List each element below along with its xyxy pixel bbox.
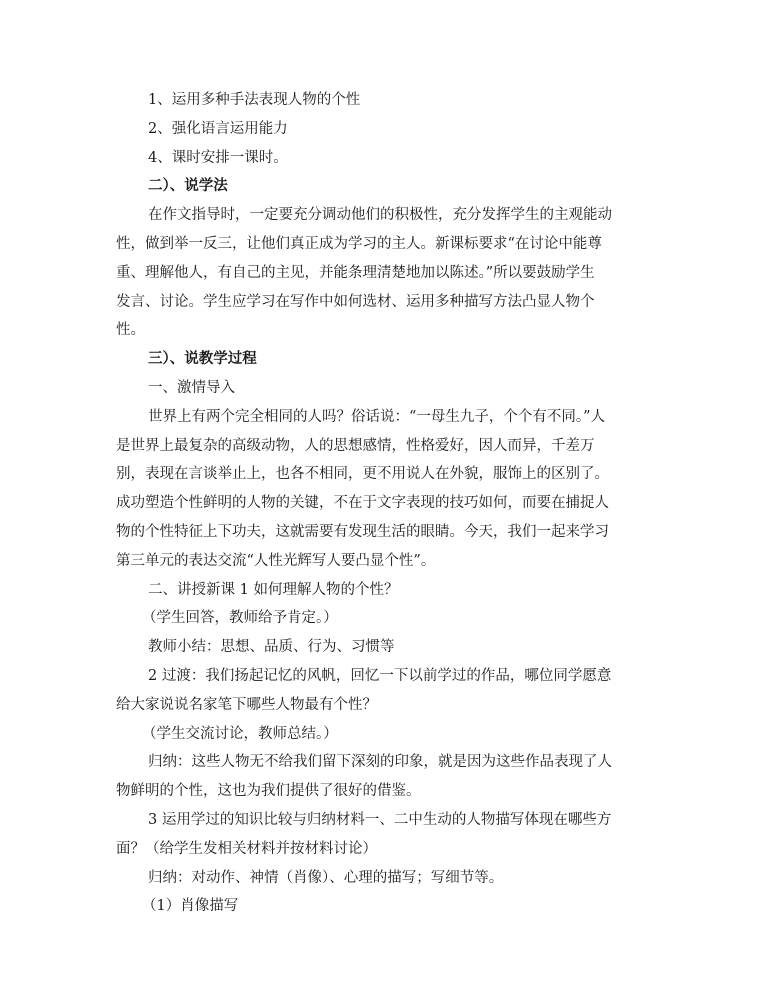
goal-item-1: 1、运用多种手法表现人物的个性: [148, 92, 361, 108]
teaching-process-heading: 三）、说教学过程: [148, 350, 257, 368]
paragraph-line: 成功塑造个性鲜明的人物的关键，不在于文字表现的技巧如何，而要在捕捉人: [116, 495, 609, 512]
paragraph-line: 重、理解他人，有自己的主见，并能条理清楚地加以陈述。”所以要鼓励学生: [116, 264, 595, 281]
induction-paragraph-1: [116, 748, 654, 806]
study-method-heading: 二）、说学法: [148, 177, 228, 195]
paragraph-line: 第三单元的表达交流“人性光辉写人要凸显个性”。: [116, 552, 436, 569]
paragraph-line: 归纳：这些人物无不给我们留下深刻的印象，就是因为这些作品表现了人: [148, 754, 612, 771]
paragraph-line: 给大家说说名家笔下哪些人物最有个性？: [116, 696, 377, 713]
portrait-heading: （1）肖像描写: [142, 898, 239, 915]
paragraph-line: 发言、讨论。学生应学习在写作中如何选材、运用多种描写方法凸显人物个: [116, 293, 595, 310]
teacher-summary: 教师小结：思想、品质、行为、习惯等: [148, 639, 395, 656]
goal-item-4: 4、课时安排一课时。: [148, 149, 288, 166]
paragraph-line: 是世界上最复杂的高级动物，人的思想感情，性格爱好，因人而异，千差万: [116, 437, 595, 454]
intro-paragraph: [116, 403, 654, 576]
goal-item-2: 2、强化语言运用能力: [148, 120, 288, 137]
study-method-paragraph: [116, 201, 654, 345]
paragraph-line: 世界上有两个完全相同的人吗？俗话说：“一母生九子，个个有不同。”人: [148, 408, 606, 425]
paragraph-line: 物鲜明的个性，这也为我们提供了很好的借鉴。: [116, 783, 421, 800]
paragraph-line: 在作文指导时，一定要充分调动他们的积极性，充分发挥学生的主观能动: [148, 207, 612, 224]
paragraph-line: 3 运用学过的知识比较与归纳材料一、二中生动的人物描写体现在哪些方: [148, 811, 612, 828]
document-page: [116, 86, 654, 921]
paragraph-line: 2 过渡：我们扬起记忆的风帆，回忆一下以前学过的作品，哪位同学愿意: [148, 667, 612, 684]
step2-note: （学生回答，教师给予肯定。）: [142, 610, 338, 627]
step1-heading: 一、激情导入: [148, 379, 235, 396]
paragraph-line: 性。: [116, 322, 145, 339]
step2-heading: 二、讲授新课 1 如何理解人物的个性？: [148, 581, 399, 598]
paragraph-line: 面？（给学生发相关材料并按材料讨论）: [116, 840, 377, 857]
paragraph-line: 物的个性特征上下功夫，这就需要有发现生活的眼睛。今天，我们一起来学习: [116, 523, 609, 540]
compare-paragraph: [116, 806, 654, 864]
paragraph-line: 性，做到举一反三，让他们真正成为学习的主人。新课标要求“在讨论中能尊: [116, 235, 602, 252]
transition-paragraph: [116, 662, 654, 720]
paragraph-line: 别，表现在言谈举止上，也各不相同，更不用说人在外貌，服饰上的区别了。: [116, 466, 609, 483]
transition-note: （学生交流讨论，教师总结。）: [142, 725, 338, 742]
induction-paragraph-2: 归纳：对动作、神情（肖像）、心理的描写；写细节等。: [148, 869, 504, 886]
